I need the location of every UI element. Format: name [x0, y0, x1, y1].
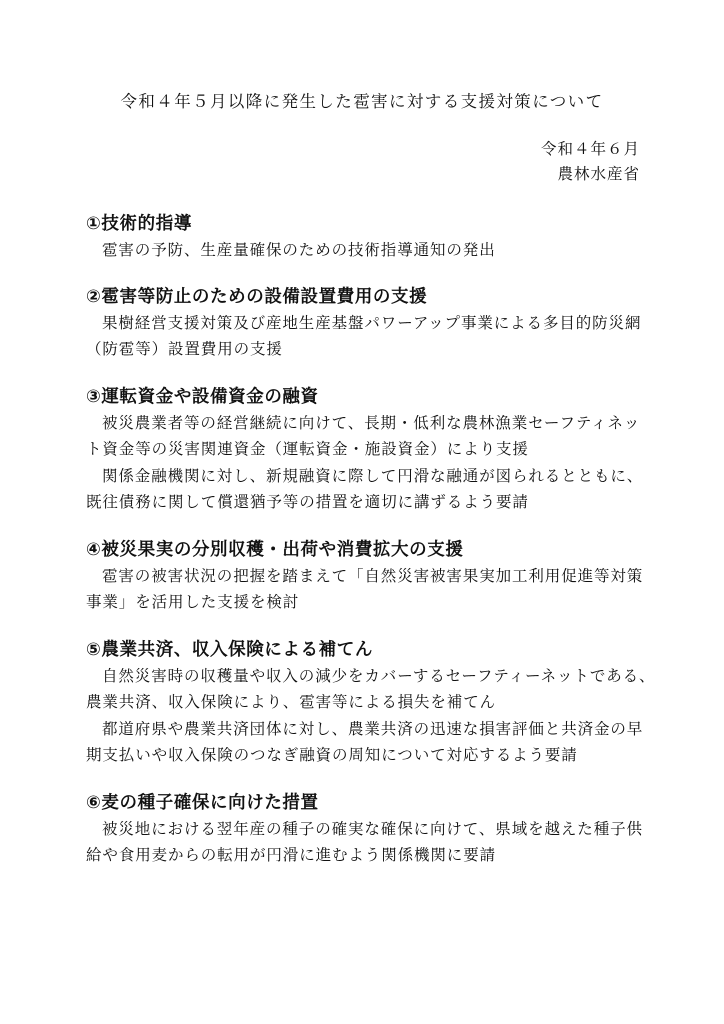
section-heading: ②雹害等防止のための設備設置費用の支援 — [86, 286, 428, 307]
document-meta — [541, 137, 640, 187]
section-wheat-seed-measures — [86, 790, 656, 869]
document-title: 令和４年５月以降に発生した雹害に対する支援対策について — [120, 92, 604, 111]
document-date: 令和４年６月 — [540, 140, 640, 158]
section-paragraph: 都道府県や農業共済団体に対し、農業共済の迅速な損害評価と共済金の早期支払いや収入保険のつなぎ融資の周知について対応するよう要請 — [86, 719, 644, 764]
section-heading: ⑤農業共済、収入保険による補てん — [86, 639, 373, 660]
section-paragraph: 被災農業者等の経営継続に向けて、長期・低利な農林漁業セーフティネット資金等の災害関連資金（運転資金・施設資金）により支援 — [86, 413, 641, 458]
section-paragraph: 関係金融機関に対し、新規融資に際して円滑な融通が図られるとともに、既往債務に関して償還猶予等の措置を適切に講ずるよう要請 — [86, 466, 644, 511]
section-heading: ④被災果実の分別収穫・出荷や消費拡大の支援 — [86, 539, 464, 560]
section-paragraph: 自然災害時の収穫量や収入の減少をカバーするセーフティーネットである、農業共済、収入保険により、雹害等による損失を補てん — [86, 666, 656, 711]
section-heading: ⑥麦の種子確保に向けた措置 — [86, 792, 319, 813]
section-heading: ①技術的指導 — [86, 214, 192, 234]
section-insurance-compensation — [86, 637, 656, 769]
section-financing — [86, 384, 656, 516]
measures-list — [86, 211, 656, 869]
section-equipment-cost-support — [86, 284, 656, 363]
section-paragraph: 雹害の予防、生産量確保のための技術指導通知の発出 — [102, 241, 496, 259]
section-technical-guidance — [86, 211, 656, 264]
section-heading: ③運転資金や設備資金の融資 — [86, 386, 319, 407]
section-paragraph: 被災地における翌年産の種子の確実な確保に向けて、県域を越えた種子供給や食用麦からの転用が円滑に進むよう関係機関に要請 — [86, 819, 643, 864]
section-fruit-shipping-support — [86, 537, 656, 616]
section-paragraph: 果樹経営支援対策及び産地生産基盤パワーアップ事業による多目的防災網（防雹等）設置費用の支援 — [86, 313, 642, 358]
document-issuer: 農林水産省 — [557, 165, 640, 183]
section-paragraph: 雹害の被害状況の把握を踏まえて「自然災害被害果実加工利用促進等対策事業」を活用した支援を検討 — [86, 566, 644, 611]
